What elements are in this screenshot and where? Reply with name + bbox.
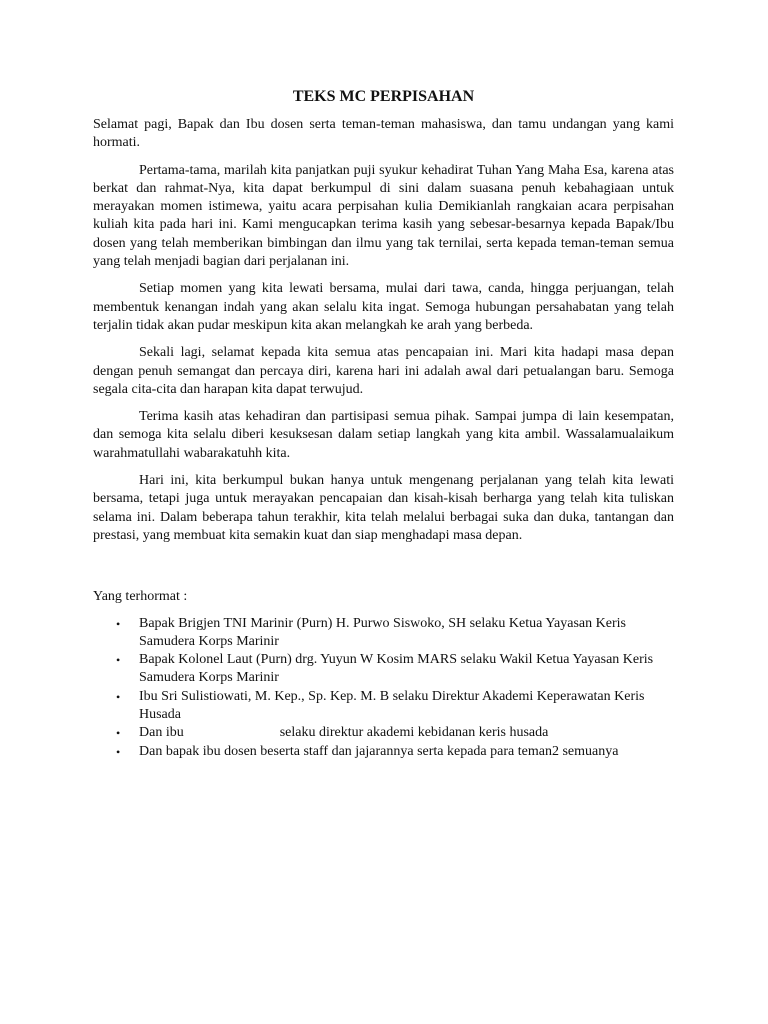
list-item-text-suffix: selaku direktur akademi kebidanan keris husada xyxy=(279,725,549,741)
paragraph-closing: Terima kasih atas kehadiran dan partisipasi semua pihak. Sampai jumpa di lain kesempatan, dan semoga kita selalu diberi kesuksesan dalam setiap langkah yang kita ambil. Wassalamualaikum warahmatullahi wabarakatuhh kita. xyxy=(93,409,674,461)
paragraph-reflection: Hari ini, kita berkumpul bukan hanya untuk mengenang perjalanan yang telah kita lewati bersama, tetapi juga untuk merayakan pencapaian dan kisah-kisah berharga yang telah kita tuliskan selama ini. Dalam beberapa tahun terakhir, kita telah melalui berbagai suka dan duka, tantangan dan prestasi, yang membuat kita semakin kuat dan siap menghadapi masa depan. xyxy=(93,473,674,543)
list-item-text: Dan bapak ibu dosen beserta staff dan jajarannya serta kepada para teman2 semuanya xyxy=(139,743,619,759)
list-item xyxy=(93,651,674,688)
paragraph-gratitude: Pertama-tama, marilah kita panjatkan puji syukur kehadirat Tuhan Yang Maha Esa, karena atas berkat dan rahmat-Nya, kita dapat berkumpul di sini dalam suasana penuh kebahagiaan untuk merayakan momen istimewa, yaitu acara perpisahan kulia Demikianlah rangkaian acara perpisahan kuliah kita pada hari ini. Kami mengucapkan terima kasih yang sebesar-besarnya kepada Bapak/Ibu dosen yang telah memberikan bimbingan dan ilmu yang tak ternilai, serta kepada teman-teman semua yang telah menjadi bagian dari perjalanan ini. xyxy=(93,162,674,270)
blank-space xyxy=(93,554,674,588)
honorific-list xyxy=(93,615,674,761)
document-title: TEKS MC PERPISAHAN xyxy=(292,88,475,105)
list-item xyxy=(93,688,674,725)
paragraph-memories: Setiap momen yang kita lewati bersama, mulai dari tawa, canda, hingga perjuangan, telah membentuk kenangan indah yang akan selalu kita ingat. Semoga hubungan persahabatan yang telah terjalin tidak akan pudar meskipun kita akan melangkah ke arah yang berbeda. xyxy=(93,281,674,333)
list-item xyxy=(93,724,674,742)
greeting-line: Yang terhormat : xyxy=(93,589,188,605)
bullet-icon: • xyxy=(116,689,121,704)
document-body xyxy=(93,86,674,761)
bullet-icon: • xyxy=(116,653,121,668)
bullet-icon: • xyxy=(116,744,121,759)
list-item-text: Dan ibu xyxy=(139,725,184,741)
list-item-text: Bapak Kolonel Laut (Purn) drg. Yuyun W Kosim MARS selaku Wakil Ketua Yayasan Keris Samudera Korps Marinir xyxy=(139,652,654,686)
list-item xyxy=(93,615,674,652)
bullet-icon: • xyxy=(116,616,121,631)
bullet-icon: • xyxy=(116,726,121,741)
list-item-text: Bapak Brigjen TNI Marinir (Purn) H. Purwo Siswoko, SH selaku Ketua Yayasan Keris Samudera Korps Marinir xyxy=(139,615,626,649)
paragraph-congratulations: Sekali lagi, selamat kepada kita semua atas pencapaian ini. Mari kita hadapi masa depan dengan penuh semangat dan percaya diri, karena hari ini adalah awal dari petualangan baru. Semoga segala cita-cita dan harapan kita dapat terwujud. xyxy=(93,345,674,397)
list-item xyxy=(93,743,674,761)
list-item-text: Ibu Sri Sulistiowati, M. Kep., Sp. Kep. M. B selaku Direktur Akademi Keperawatan Keris Husada xyxy=(139,688,645,723)
paragraph-opening: Selamat pagi, Bapak dan Ibu dosen serta teman-teman mahasiswa, dan tamu undangan yang kami hormati. xyxy=(93,117,674,151)
